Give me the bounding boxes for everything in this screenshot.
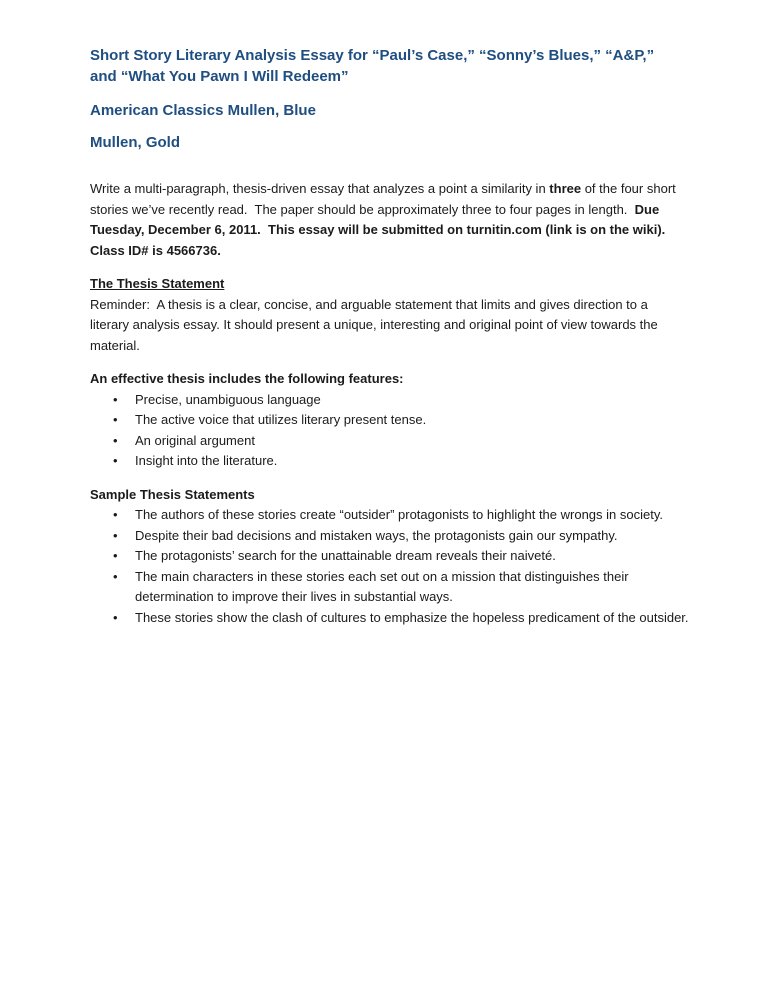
intro-run-3: of the four short stories we’ve recently read. The paper should be approximately three to four pages in length. bbox=[90, 181, 680, 217]
list-item: • The authors of these stories create “outsider” protagonists to highlight the wrongs in society. bbox=[90, 505, 690, 526]
subtitle-class-blue: American Classics Mullen, Blue bbox=[90, 102, 316, 119]
title-line-1: Short Story Literary Analysis Essay for “Paul’s Case,” “Sonny’s Blues,” “A&P,” bbox=[90, 47, 655, 64]
sample-thesis-list bbox=[90, 505, 690, 628]
list-item: • An original argument bbox=[90, 431, 690, 452]
subtitle-class-gold: Mullen, Gold bbox=[90, 134, 180, 151]
intro-run-1: Write a multi-paragraph, thesis-driven essay that analyzes a point a similarity in bbox=[90, 181, 550, 196]
document-content bbox=[90, 45, 690, 628]
document-title bbox=[90, 45, 690, 87]
intro-run-2-bold: three bbox=[549, 181, 582, 196]
list-item: • The main characters in these stories each set out on a mission that distinguishes their determination to improve their lives in substantial ways. bbox=[90, 567, 690, 608]
intro-paragraph bbox=[90, 179, 690, 261]
effective-thesis-list bbox=[90, 390, 690, 472]
intro-run-4-bold: Due Tuesday, December 6, 2011. This essay will be submitted on turnitin.com (link is on the wiki). Class ID# is 4566736. bbox=[90, 201, 673, 258]
list-item: • These stories show the clash of cultures to emphasize the hopeless predicament of the outsider. bbox=[90, 608, 690, 629]
thesis-statement-heading: The Thesis Statement bbox=[90, 276, 225, 291]
thesis-reminder-paragraph: Reminder: A thesis is a clear, concise, and arguable statement that limits and gives direction to a literary analysis essay. It should present a unique, interesting and original point of view towards the material. bbox=[90, 296, 662, 353]
effective-thesis-heading: An effective thesis includes the following features: bbox=[90, 371, 404, 386]
list-item: • The protagonists’ search for the unattainable dream reveals their naiveté. bbox=[90, 546, 690, 567]
title-line-2: and “What You Pawn I Will Redeem” bbox=[90, 68, 349, 85]
list-item: • Precise, unambiguous language bbox=[90, 390, 690, 411]
list-item: • Despite their bad decisions and mistaken ways, the protagonists gain our sympathy. bbox=[90, 526, 690, 547]
sample-thesis-heading: Sample Thesis Statements bbox=[90, 486, 255, 502]
list-item: • The active voice that utilizes literary present tense. bbox=[90, 410, 690, 431]
list-item: • Insight into the literature. bbox=[90, 451, 690, 472]
